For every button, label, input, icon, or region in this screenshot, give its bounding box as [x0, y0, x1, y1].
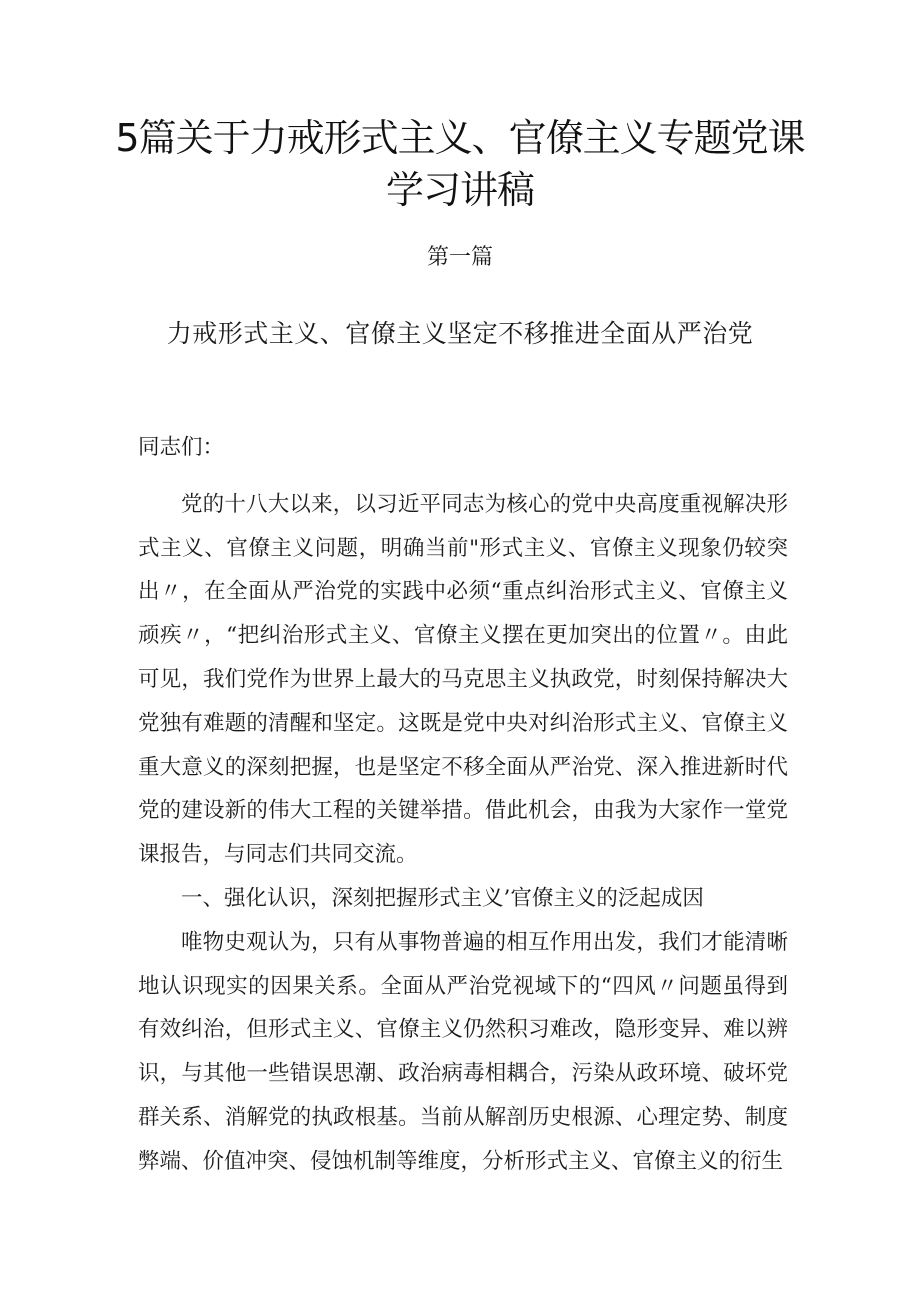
- document-title-line-1: 5篇关于力戒形式主义、官僚主义专题党课: [115, 116, 805, 160]
- document-title-line-2: 学习讲稿: [385, 168, 534, 212]
- article-body: [138, 426, 788, 1184]
- document-title: [0, 112, 920, 216]
- section-heading: 一、强化认识，深刻把握形式主义’官僚主义的泛起成因: [181, 885, 704, 911]
- body-paragraph: 唯物史观认为，只有从事物普遍的相互作用出发，我们才能清晰地认识现实的因果关系。全面从严治党视域下的“四风〃问题虽得到有效纠治，但形式主义、官僚主义仍然积习难改，隐形变异、难以辨识，与其他一些错误思潮、政治病毒相耦合，污染从政环境、破坏党群关系、消解党的执政根基。当前从解剖历史根源、心理定势、制度弊端、价值冲突、侵蚀机制等维度，分析形式主义、官僚主义的衍生: [138, 929, 788, 1174]
- salutation: 同志们：: [138, 435, 225, 460]
- body-paragraph: 党的十八大以来，以习近平同志为核心的党中央高度重视解决形式主义、官僚主义问题，明确当前"形式主义、官僚主义现象仍较突出〃，在全面从严治党的实践中必须“重点纠治形式主义、官僚主义顽疾〃，“把纠治形式主义、官僚主义摆在更加突出的位置〃。由此可见，我们党作为世界上最大的马克思主义执政党，时刻保持解决大党独有难题的清醒和坚定。这既是党中央对纠治形式主义、官僚主义重大意义的深刻把握，也是坚定不移全面从严治党、深入推进新时代党的建设新的伟大工程的关键举措。借此机会，由我为大家作一堂党课报告，与同志们共同交流。: [138, 491, 788, 868]
- article-subtitle: 力戒形式主义、官僚主义坚定不移推进全面从严治党: [166, 319, 754, 348]
- chapter-heading: 第一篇: [426, 245, 493, 270]
